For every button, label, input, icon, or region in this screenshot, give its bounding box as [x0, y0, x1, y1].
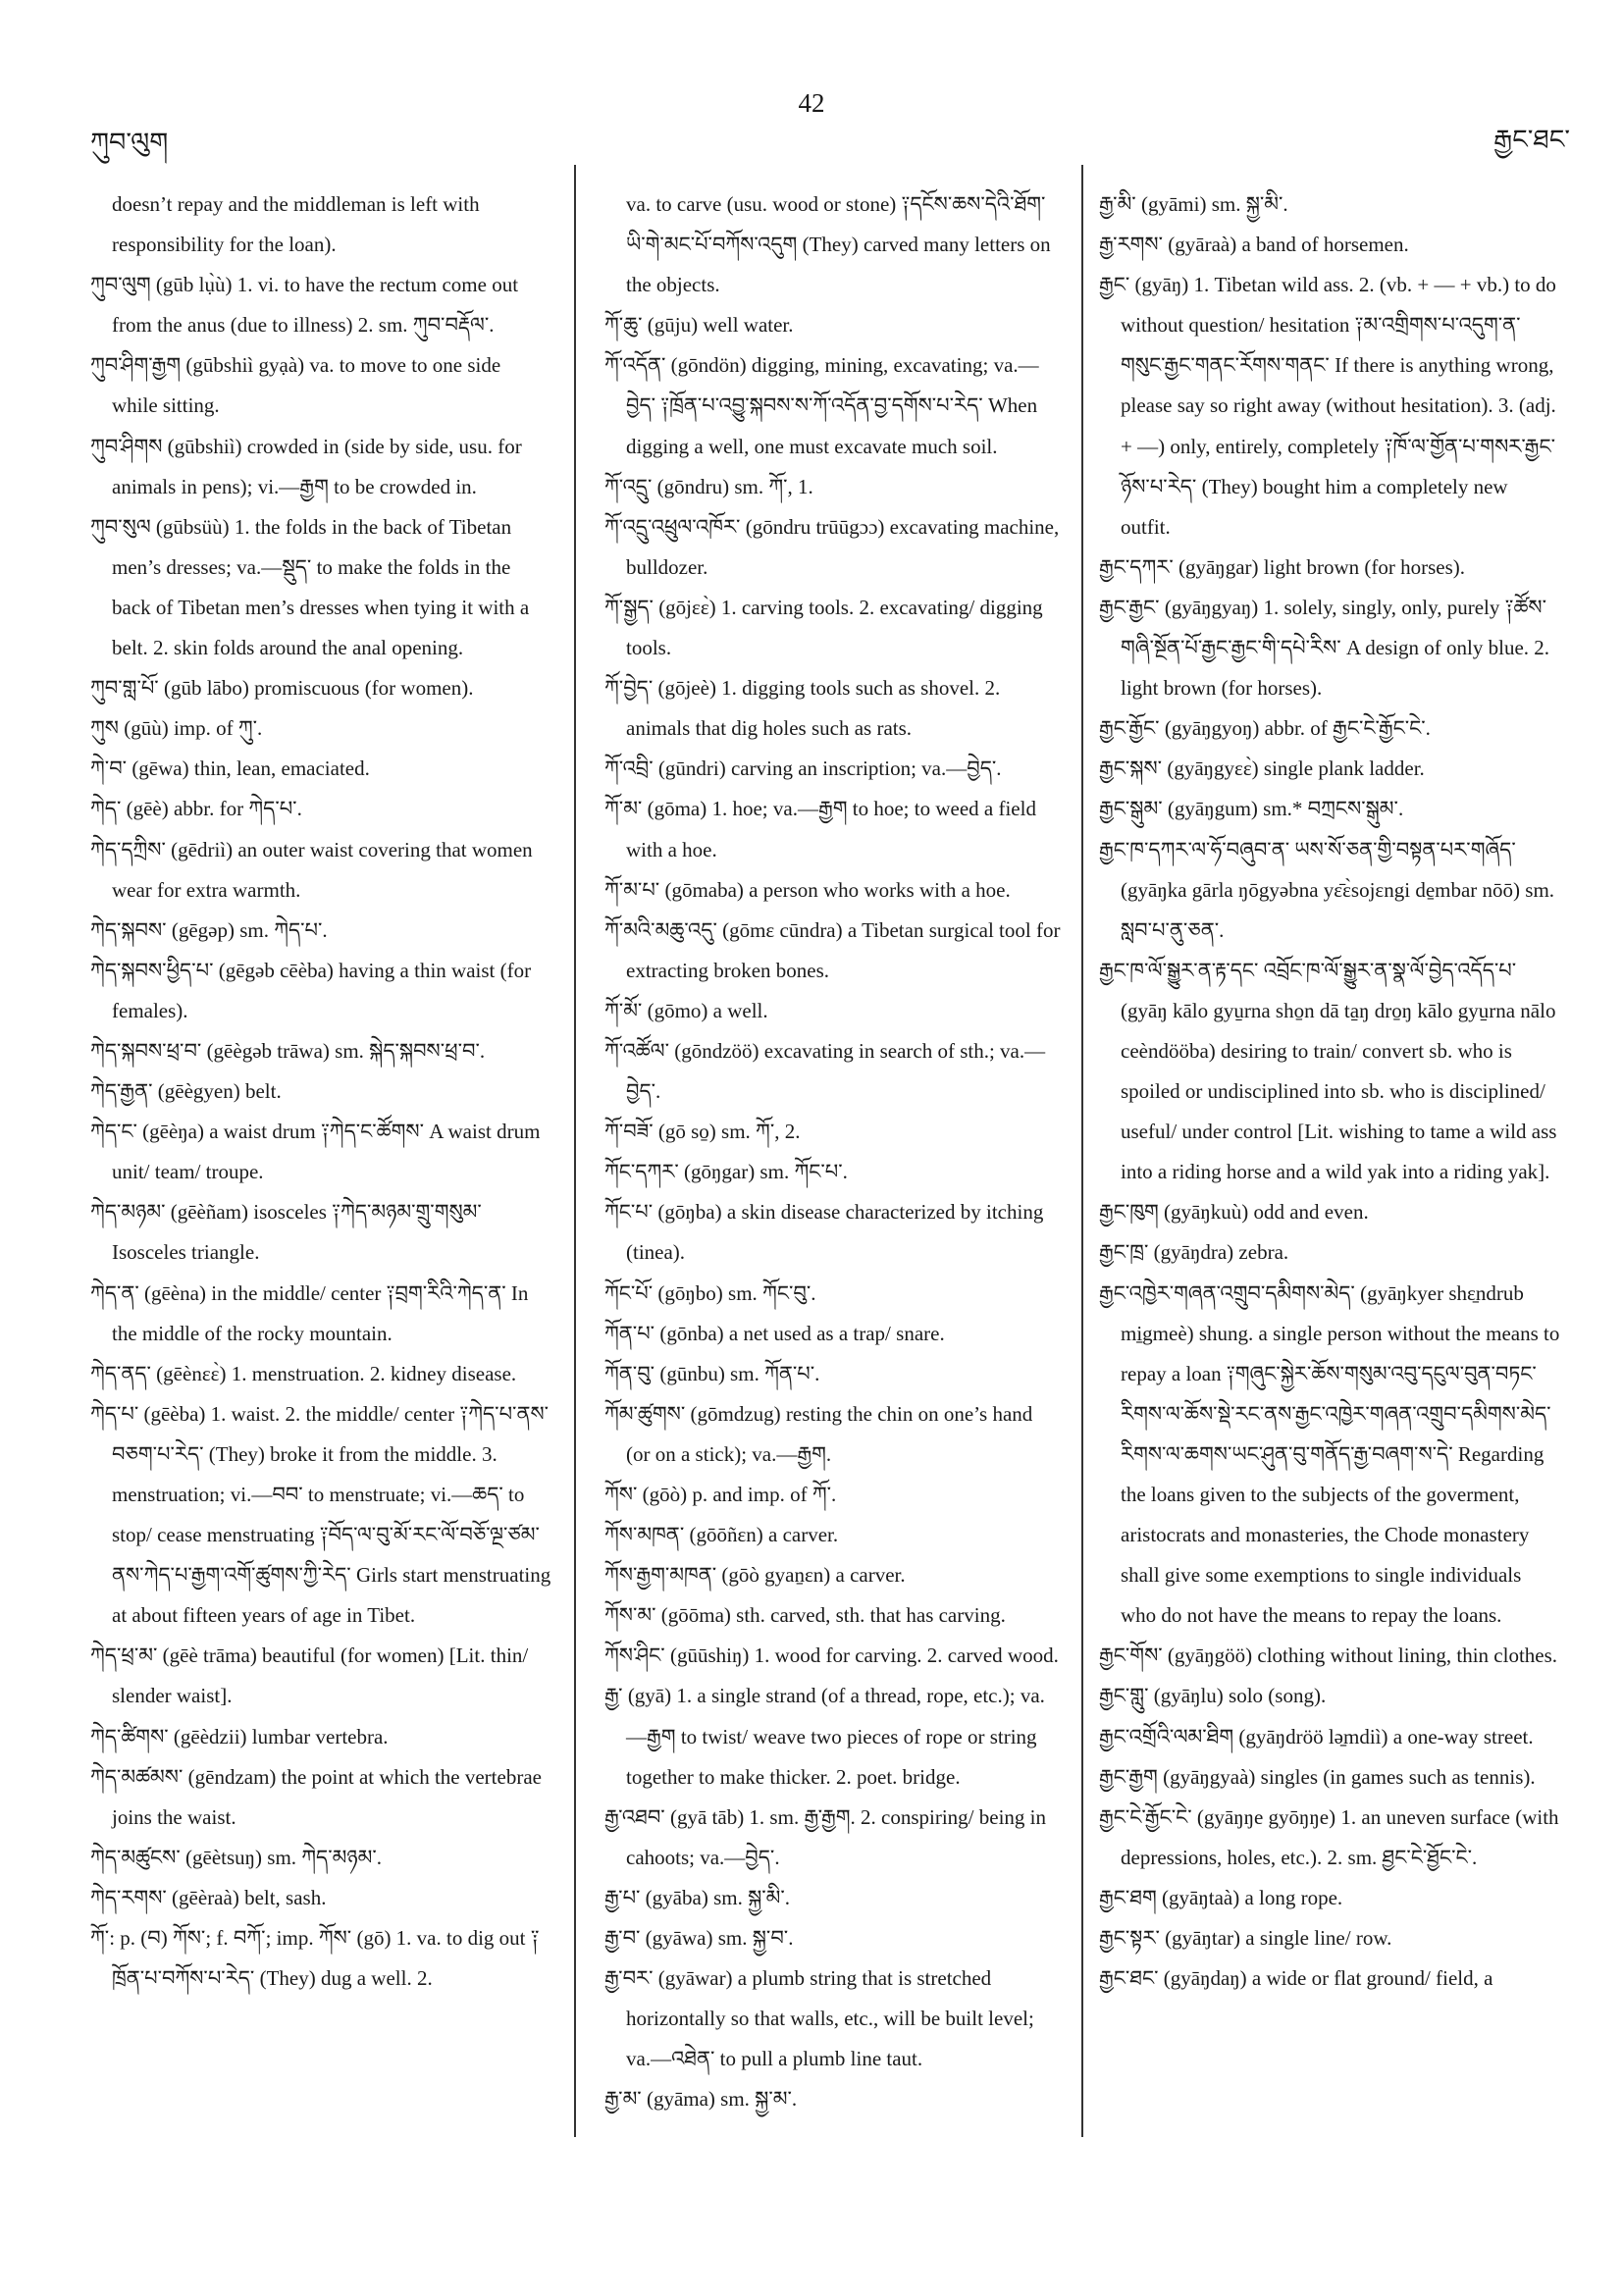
dictionary-entry: རྒྱང་ངེ་རྒྱོང་ངེ་ (gyāŋŋe gyōŋŋe) 1. an uneven surface (with depressions, holes, etc.). 2. sm. ཐྱང་ངེ་ཐྱོང་ངེ་. — [1099, 1804, 1559, 1869]
dictionary-entry: ཀེད་ནད་ (gēènɛɛ̀) 1. menstruation. 2. kidney disease. — [90, 1361, 517, 1385]
dictionary-entry: ཀེད་མཚམས་ (gēndzam) the point at which the vertebrae joins the waist. — [90, 1764, 542, 1829]
dictionary-entry: ཀོམ་ཚུགས་ (gōmdzug) resting the chin on one’s hand (or on a stick); va.—རྒྱག. — [604, 1401, 1033, 1466]
dictionary-entry: va. to carve (usu. wood or stone) ༑དངོས་ཆས་དེའི་ཐོག་ཡི་གེ་མང་པོ་བཀོས་འདུག (They) carved many letters on the objects. — [626, 192, 1051, 297]
dictionary-entry: རྒྱ་མི་ (gyāmi) sm. སྐྱ་མི་. — [1099, 192, 1288, 216]
dictionary-entry: རྒྱ་རགས་ (gyāraà) a band of horsemen. — [1099, 233, 1409, 257]
dictionary-entry: རྒྱང་སྒུམ་ (gyāŋgum) sm.* བཀྲངས་སྒུམ་. — [1099, 797, 1404, 821]
dictionary-entry: doesn’t repay and the middleman is left with responsibility for the loan). — [112, 192, 480, 257]
dictionary-entry: ཀེད་ཚིགས་ (gēèdzii) lumbar vertebra. — [90, 1724, 389, 1748]
dictionary-entry: རྒྱང་ཁུག (gyāŋkuù) odd and even. — [1099, 1200, 1369, 1225]
dictionary-entry: རྒྱ་བ་ (gyāwa) sm. སྐྱ་བ་. — [604, 1926, 794, 1951]
dictionary-entry: ཀེད་དཀྲིས་ (gēdriì) an outer waist covering that women wear for extra warmth. — [90, 837, 533, 902]
column-divider — [1081, 165, 1083, 2137]
dictionary-entry: ཀུབ་ལུག (gūb lụ̀ù) 1. vi. to have the rectum come out from the anus (due to illness) 2. sm. ཀུབ་བརྡོལ་. — [90, 273, 519, 338]
dictionary-entry: ཀེད་ང་ (gēèŋa) a waist drum ༑ཀེད་ང་ཚོགས་ A waist drum unit/ team/ troupe. — [90, 1120, 541, 1184]
dictionary-entry: རྒྱང་གླུ་ (gyāŋlu) solo (song). — [1099, 1684, 1327, 1708]
dictionary-entry: ཀུས (gūù) imp. of ཀུ་. — [90, 716, 263, 741]
dictionary-entry: རྒྱ་པ་ (gyāba) sm. སྐྱ་མི་. — [604, 1885, 791, 1909]
dictionary-entry: ཀེ་བ་ (gēwa) thin, lean, emaciated. — [90, 757, 370, 781]
dictionary-entry: ཀུབ་ཤིག་རྒྱག (gūbshiì gyạà) va. to move to one side while sitting. — [90, 353, 501, 418]
dictionary-entry: རྒྱང་ཁ་དཀར་ལ་ཧོ་བཞུབ་ན་ ཡས་སོ་ཅན་གྱི་བསྟན་པར་གཞོད་ (gyāŋka gārla ŋōgyəbna yɛ̄ɛ̀sojɛngi de̱mbar nōō) sm. སླབ་པ་ནུ་ཅན་. — [1099, 837, 1555, 942]
dictionary-entry: ཀོ་མོ་ (gōmo) a well. — [604, 998, 768, 1022]
page-number: 42 — [798, 88, 825, 118]
dictionary-entry: ཀེད་སྐབས་ཕྱིད་པ་ (gēgəb cēèba) having a thin waist (for females). — [90, 958, 532, 1022]
running-head-left: ཀུབ་ལུག — [90, 128, 169, 158]
dictionary-entry: རྒྱང་ (gyāŋ) 1. Tibetan wild ass. 2. (vb. + — + vb.) to do without question/ hesitation ༑མ་འགྲིགས་པ་འདུག་ན་གསུང་རྒྱང་གནང་རོགས་གནང་ If there is anything wrong, please say so right away (without hesitation). 3. (adj. + —) only, entirely, completely ༑ཁོ་ལ་གྱོན་པ་གསར་རྒྱང་ཉོས་པ་རེད་ (They) bought him a completely new outfit. — [1099, 273, 1556, 539]
dictionary-entry: རྒྱང་རྒྱག (gyāŋgyaà) singles (in games such as tennis). — [1099, 1764, 1536, 1789]
dictionary-entry: རྒྱང་ཐང་ (gyāŋdaŋ) a wide or flat ground/ field, a — [1099, 1966, 1493, 1991]
dictionary-entry: ཀེད་རགས་ (gēèraà) belt, sash. — [90, 1885, 327, 1909]
dictionary-entry: ཀོས་ཤིང་ (gūūshiŋ) 1. wood for carving. 2. carved wood. — [604, 1644, 1059, 1668]
dictionary-entry: ཀོས་མ་ (gōōma) sth. carved, sth. that has carving. — [604, 1603, 1006, 1628]
dictionary-entry: ཀོ་འདྲུ་ (gōndru) sm. ཀོ་, 1. — [604, 474, 813, 498]
dictionary-entry: ཀེད་ཕྲ་མ་ (gēè trāma) beautiful (for women) [Lit. thin/ slender waist]. — [90, 1644, 529, 1708]
dictionary-entry: ཀོ་ཆུ་ (gūju) well water. — [604, 313, 794, 338]
dictionary-entry: ཀོ་འདྲུ་འཕྲུལ་འཁོར་ (gōndru trūūgɔɔ) excavating machine, bulldozer. — [604, 514, 1060, 579]
dictionary-entry: རྒྱང་འཁྱེར་གཞན་འགྲུབ་དམིགས་མེད་ (gyāŋkyer shɛ̱ndrub mi̱gmeè) shung. a single person without the means to repay a loan ༑གཞུང་སྐྱེར་ཆོས་གསུམ་འབུ་དངུལ་བུན་བཏང་རིགས་ལ་ཆོས་སྡེ་རང་ནས་རྒྱང་འཁྱེར་གཞན་འགྲུབ་དམིགས་མེད་རིགས་ལ་ཆགས་ཡང་ཤུན་བུ་གནོད་རྒྱ་བཞག་ས་དེ་ Regarding the loans given to the subjects of the goverment, aristocrats and monasteries, the Chode monastery shall give some exemptions to single individuals who do not have the means to repay the loans. — [1099, 1280, 1560, 1628]
dictionary-entry: ཀོ་འབྲི་ (gūndri) carving an inscription; va.—བྱེད་. — [604, 757, 1002, 781]
dictionary-entry: ཀོ་བཟོ་ (gō so̱) sm. ཀོ་, 2. — [604, 1120, 801, 1144]
dictionary-entry: ཀུབ་ཤིགས (gūbshiì) crowded in (side by side, usu. for animals in pens); vi.—རྒྱག to be crowded in. — [90, 434, 522, 498]
dictionary-entry: ཀོན་བུ་ (gūnbu) sm. ཀོན་པ་. — [604, 1361, 820, 1385]
dictionary-entry: ཀེད་ (gēè) abbr. for ཀེད་པ་. — [90, 797, 302, 821]
dictionary-entry: རྒྱ་མ་ (gyāma) sm. སྐྱ་མ་. — [604, 2087, 798, 2112]
dictionary-entry: རྒྱ་ (gyā) 1. a single strand (of a thread, rope, etc.); va.—རྒྱག to twist/ weave two pieces of rope or string together to make thicker. 2. poet. bridge. — [604, 1684, 1045, 1789]
dictionary-entry: རྒྱང་དཀར་ (gyāŋgar) light brown (for horses). — [1099, 554, 1466, 579]
dictionary-entry: ཀོ་འདོན་ (gōndön) digging, mining, excavating; va.—བྱེད་ ༑ཁྲོན་པ་འབྱུ་སྐབས་ས་ཀོ་འདོན་བྱ་དགོས་པ་རེད་ When digging a well, one must excavate much soil. — [604, 353, 1039, 458]
dictionary-column-3 — [1099, 184, 1560, 2284]
dictionary-entry: ཀོས་རྒྱག་མཁན་ (gōò gyaṉɛn) a carver. — [604, 1563, 906, 1588]
dictionary-entry: ཀོ་མའི་མཆུ་འདུ་ (gōmɛ cūndra) a Tibetan surgical tool for extracting broken bones. — [604, 917, 1061, 982]
dictionary-entry: ཀོན་པ་ (gōnba) a net used as a trap/ snare. — [604, 1321, 945, 1345]
dictionary-entry: རྒྱང་ཐག (gyāŋtaà) a long rope. — [1099, 1885, 1343, 1909]
dictionary-entry: ཀེད་སྐབས་ (gēgəp) sm. ཀེད་པ་. — [90, 917, 328, 942]
dictionary-column-1 — [90, 184, 551, 2284]
dictionary-entry: རྒྱ་བར་ (gyāwar) a plumb string that is stretched horizontally so that walls, etc., will be built level; va.—འཐེན་ to pull a plumb line taut. — [604, 1966, 1034, 2071]
dictionary-entry: ཀོང་པོ་ (gōŋbo) sm. ཀོང་བུ་. — [604, 1280, 816, 1305]
dictionary-entry: རྒྱང་སྐས་ (gyāŋgyɛɛ̀) single plank ladder. — [1099, 757, 1425, 781]
dictionary-entry: ཀེད་པ་ (gēèba) 1. waist. 2. the middle/ center ༑ཀེད་པ་ནས་བཅག་པ་རེད་ (They) broke it from the middle. 3. menstruation; vi.—བབ་ to menstruate; vi.—ཆད་ to stop/ cease menstruating ༑བོད་ལ་བུ་མོ་རང་ལོ་བཅོ་ལྔ་ཙམ་ནས་ཀེད་པ་རྒྱག་འགོ་ཚུགས་ཀྱི་རེད་ Girls start menstruating at about fifteen years of age in Tibet. — [90, 1401, 551, 1628]
dictionary-entry: ཀོ་མ་པ་ (gōmaba) a person who works with a hoe. — [604, 877, 1011, 902]
dictionary-entry: ཀོ་སྒྱད་ (gōjɛɛ̀) 1. carving tools. 2. excavating/ digging tools. — [604, 595, 1043, 660]
dictionary-entry: ཀོང་པ་ (gōŋba) a skin disease characterized by itching (tinea). — [604, 1200, 1044, 1265]
dictionary-entry: རྒྱང་འགྲོའི་ལམ་ཐིག (gyāŋdröö lə̱mdiì) a one-way street. — [1099, 1724, 1534, 1748]
dictionary-entry: ཀེད་རྒྱན་ (gēègyen) belt. — [90, 1079, 282, 1104]
column-divider — [574, 165, 576, 2137]
dictionary-entry: ཀེད་སྐབས་ཕྲ་བ་ (gēègəb trāwa) sm. སྐེད་སྐབས་ཕྲ་བ་. — [90, 1038, 486, 1063]
dictionary-entry: ཀུབ་གླ་པོ་ (gūb lābo) promiscuous (for women). — [90, 676, 474, 701]
dictionary-entry: རྒྱང་གོས་ (gyāŋgöö) clothing without lining, thin clothes. — [1099, 1644, 1558, 1668]
dictionary-entry: ཀོ་འཚོལ་ (gōndzöö) excavating in search of sth.; va.—བྱེད་. — [604, 1038, 1046, 1104]
dictionary-entry: ཀེད་མཚུངས་ (gēètsuŋ) sm. ཀེད་མཉམ་. — [90, 1845, 383, 1869]
dictionary-entry: རྒྱང་ཁ་ལོ་སྒྱུར་ན་རྟ་དང་ འབྲོང་ཁ་ལོ་སྒྱུར་ན་སྣ་ལོ་བྱེད་འདོད་པ་ (gyāŋ kālo gyu̱rna sho̱n dā ta̱ŋ dro̱ŋ kālo gyu̱rna nālo ceèndööba) desiring to train/ convert sb. who is spoiled or undisciplined into sb. who is disciplined/ useful/ under control [Lit. wishing to tame a wild ass into a riding horse and a wild yak into a riding yak]. — [1099, 958, 1557, 1184]
dictionary-entry: རྒྱ་འཐབ་ (gyā tāb) 1. sm. རྒྱ་རྒྱག. 2. conspiring/ being in cahoots; va.—བྱེད་. — [604, 1804, 1046, 1869]
dictionary-entry: ཀོང་དཀར་ (gōŋgar) sm. ཀོང་པ་. — [604, 1160, 848, 1184]
dictionary-entry: རྒྱང་རྒྱང་ (gyāŋgyaŋ) 1. solely, singly, only, purely ༑ཚོས་གཞི་སྔོན་པོ་རྒྱང་རྒྱང་གི་དཔེ་རིས་ A design of only blue. 2. light brown (for horses). — [1099, 595, 1550, 701]
dictionary-entry: རྒྱང་རྒྱོང་ (gyāŋgyoŋ) abbr. of རྒྱང་ངེ་རྒྱོང་ངེ་. — [1099, 716, 1431, 741]
dictionary-entry: ཀེད་མཉམ་ (gēèñam) isosceles ༑ཀེད་མཉམ་གྲུ་གསུམ་ Isosceles triangle. — [90, 1200, 482, 1265]
dictionary-entry: རྒྱང་སྟར་ (gyāŋtar) a single line/ row. — [1099, 1926, 1392, 1951]
dictionary-entry: རྒྱང་ཁྲ་ (gyāŋdra) zebra. — [1099, 1240, 1289, 1265]
dictionary-column-2 — [604, 184, 1061, 2284]
dictionary-entry: ཀོས་མཁན་ (gōōñɛn) a carver. — [604, 1523, 839, 1547]
dictionary-entry: ཀེད་ན་ (gēèna) in the middle/ center ༑བྲག་རིའི་ཀེད་ན་ In the middle of the rocky mountain. — [90, 1280, 529, 1345]
dictionary-entry: ཀོ་མ་ (gōma) 1. hoe; va.—རྒྱག to hoe; to weed a field with a hoe. — [604, 797, 1036, 861]
dictionary-entry: ཀོས་ (gōò) p. and imp. of ཀོ་. — [604, 1483, 837, 1506]
running-head-right: རྒྱང་ཐང་ — [1493, 125, 1570, 155]
dictionary-entry: ཀུབ་སུལ (gūbsüù) 1. the folds in the back of Tibetan men’s dresses; va.—སྡུད་ to make the folds in the back of Tibetan men’s dresses when tying it with a belt. 2. skin folds around the anal opening. — [90, 514, 530, 660]
dictionary-entry: ཀོ་: p. (བ) ཀོས་; f. བཀོ་; imp. ཀོས་ (gō) 1. va. to dig out ༑ཁྲོན་པ་བཀོས་པ་རེད་ (They) dug a well. 2. — [90, 1926, 540, 1991]
dictionary-entry: ཀོ་བྱེད་ (gōjeè) 1. digging tools such as shovel. 2. animals that dig holes such as rats. — [604, 676, 1001, 741]
